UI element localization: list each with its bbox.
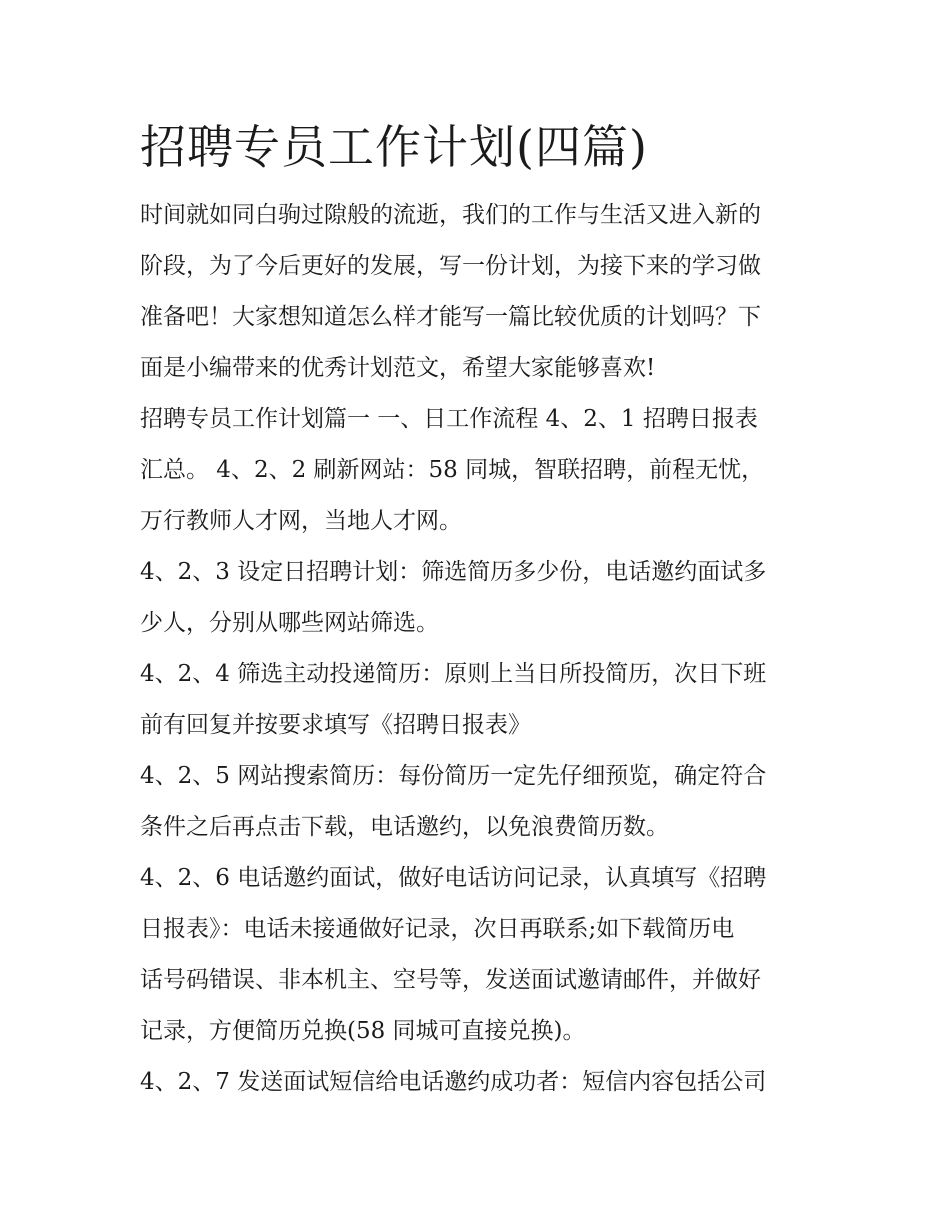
body-line: 话号码错误、非本机主、空号等，发送面试邀请邮件，并做好 xyxy=(140,967,761,993)
body-line: 4、2、7 发送面试短信给电话邀约成功者：短信内容包括公司 xyxy=(140,1069,767,1095)
body-line: 4、2、6 电话邀约面试，做好电话访问记录，认真填写《招聘 xyxy=(140,865,767,891)
body-line: 面是小编带来的优秀计划范文，希望大家能够喜欢! xyxy=(140,355,656,381)
body-line: 招聘专员工作计划篇一 一、日工作流程 4、2、1 招聘日报表 xyxy=(140,406,758,432)
body-line: 日报表》：电话未接通做好记录，次日再联系;如下载简历电 xyxy=(140,916,735,942)
body-line: 准备吧！大家想知道怎么样才能写一篇比较优质的计划吗？下 xyxy=(140,304,761,330)
body-line: 4、2、4 筛选主动投递简历：原则上当日所投简历，次日下班 xyxy=(140,661,767,687)
body-line: 记录，方便简历兑换(58 同城可直接兑换)。 xyxy=(140,1018,586,1044)
document-title: 招聘专员工作计划(四篇) xyxy=(140,120,648,174)
body-line: 4、2、3 设定日招聘计划：筛选简历多少份，电话邀约面试多 xyxy=(140,559,767,585)
body-line: 少人，分别从哪些网站筛选。 xyxy=(140,610,439,636)
body-line: 汇总。 4、2、2 刷新网站：58 同城，智联招聘，前程无忧， xyxy=(140,457,765,483)
body-line: 4、2、5 网站搜索简历：每份简历一定先仔细预览，确定符合 xyxy=(140,763,767,789)
body-line: 前有回复并按要求填写《招聘日报表》 xyxy=(140,712,531,738)
document-body xyxy=(140,190,820,1108)
body-line: 时间就如同白驹过隙般的流逝，我们的工作与生活又进入新的 xyxy=(140,202,761,228)
document-page xyxy=(140,112,820,1108)
body-line: 万行教师人才网，当地人才网。 xyxy=(140,508,462,534)
body-line: 条件之后再点击下载，电话邀约，以免浪费简历数。 xyxy=(140,814,669,840)
body-line: 阶段，为了今后更好的发展，写一份计划，为接下来的学习做 xyxy=(140,253,761,279)
